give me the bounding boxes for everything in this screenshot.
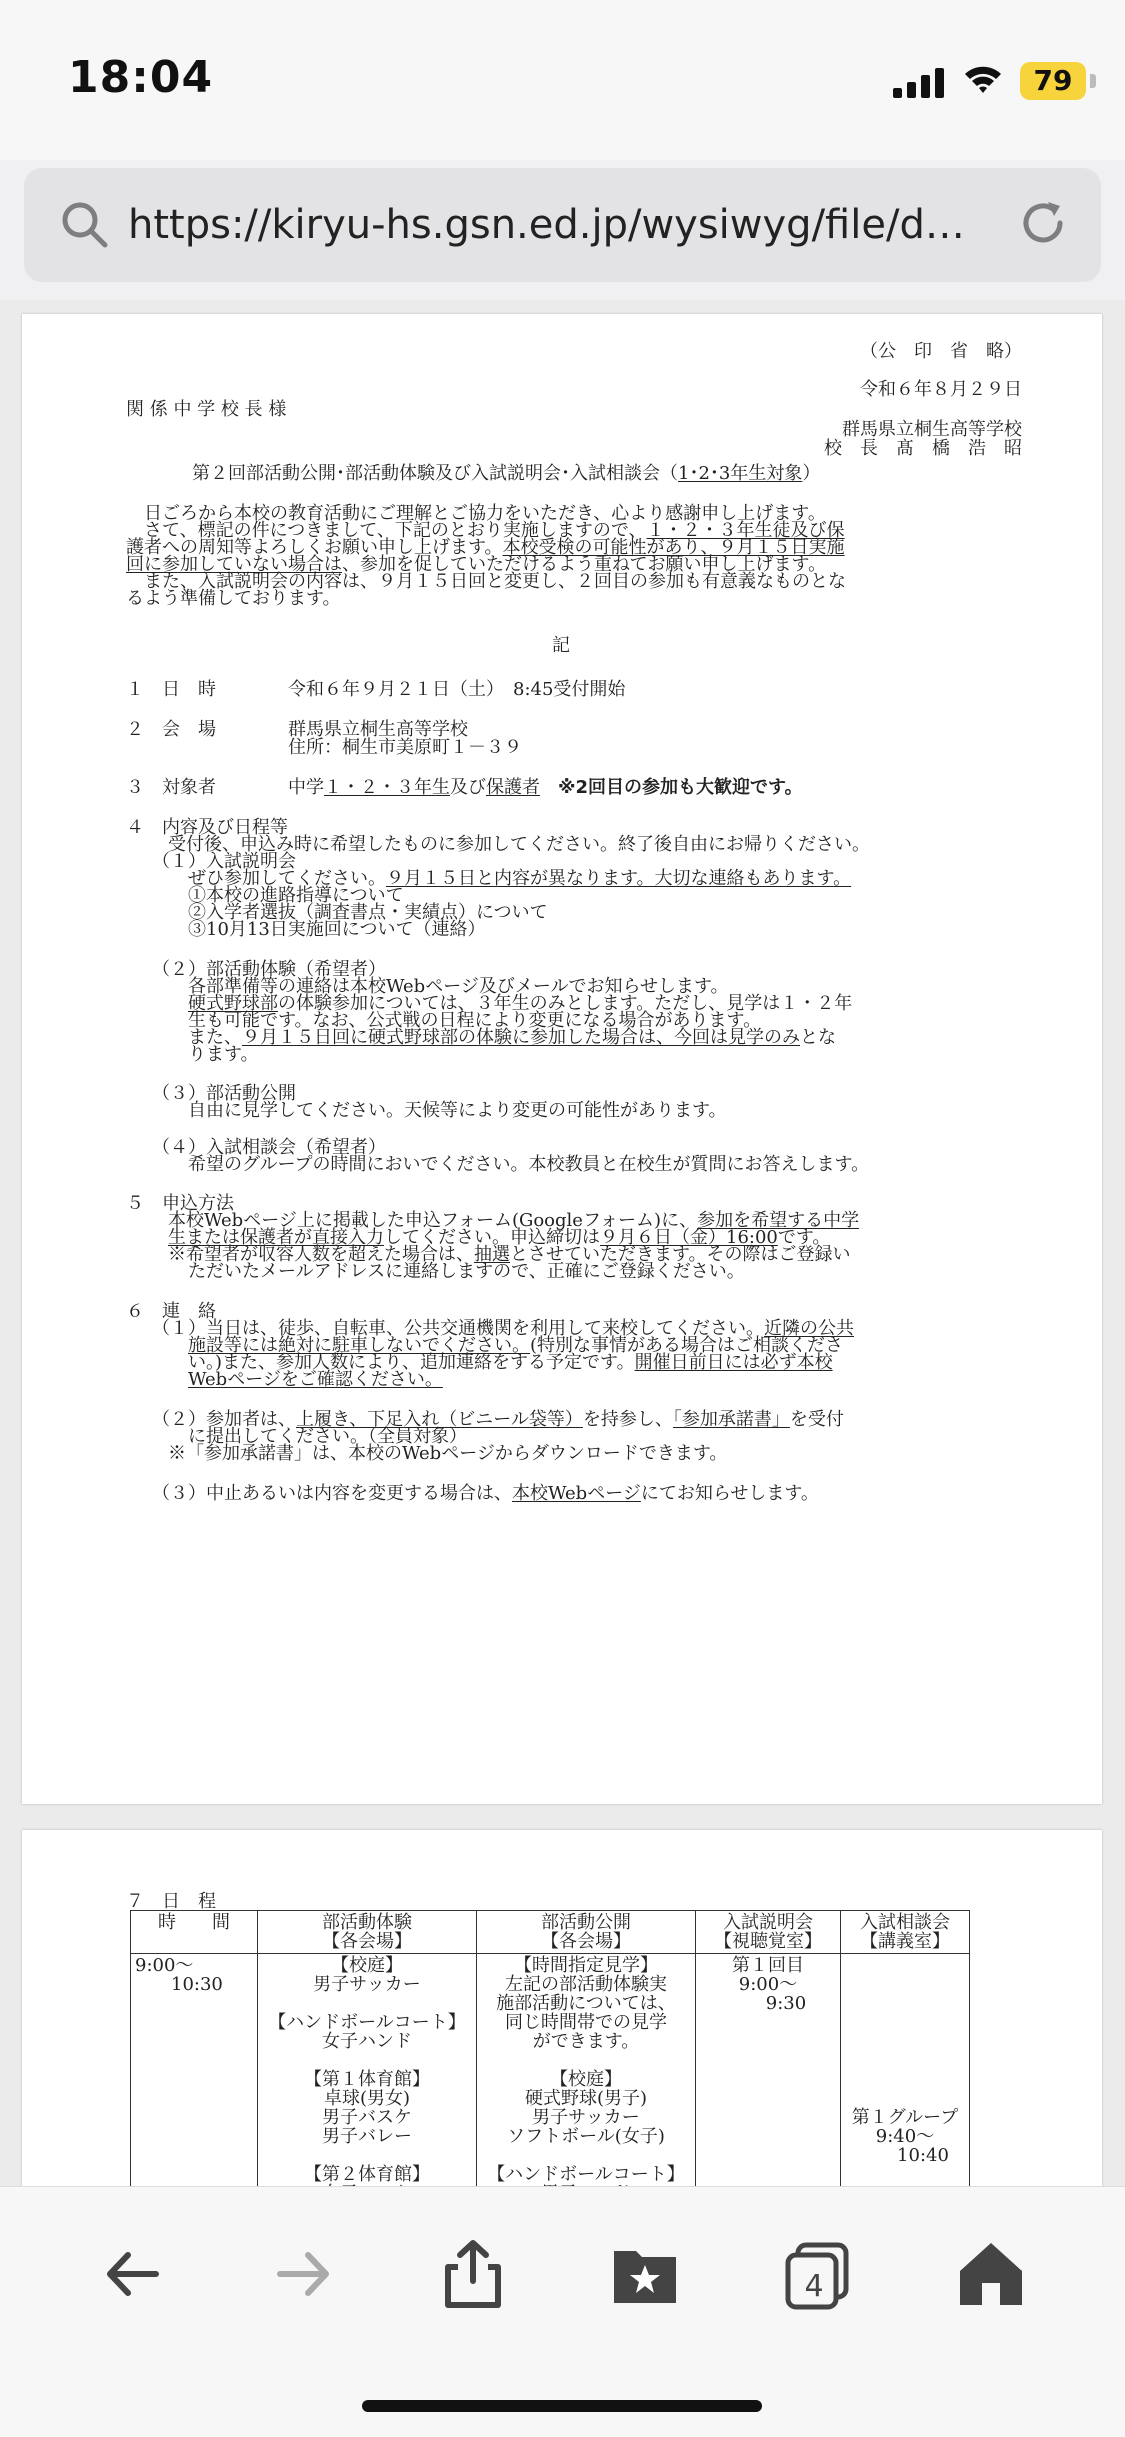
tab-count: 4 (804, 2269, 824, 2304)
s6-1-b: 近隣の公共 (764, 1318, 854, 1339)
sender-school: 群馬県立桐生高等学校 (842, 419, 1022, 440)
section-7-label: ７ 日 程 (126, 1891, 216, 1912)
s4-2-l2b: の体験参加については、３年生のみとします。ただし、見学は１・２年 (278, 993, 853, 1014)
koukai-cell: 【時間指定見学】 左記の部活動体験実 施部活動については、 同じ時間帯での見学 ができます。 【校庭】 硬式野球(男子) 男子サッカー ソフトボール(女子) 【ハンドボールコート】 (477, 1954, 696, 2259)
status-bar (0, 0, 1125, 160)
s6-3-a: （３）中止あるいは内容を変更する場合は、 (152, 1483, 512, 1504)
section-5-label: ５ 申込方法 (126, 1193, 234, 1214)
reload-icon[interactable] (1014, 194, 1072, 252)
s3-a: 中学 (288, 777, 324, 798)
section-1-value: 令和６年９月２１日（土） 8:45受付開始 (288, 679, 626, 700)
s3-note: ※2回目の参加も大歓迎です。 (558, 777, 803, 798)
section-4-2-line-4 (188, 1028, 836, 1047)
s6-3-c: にてお知らせします。 (640, 1483, 819, 1504)
s6-1-g: Webページをご確認ください。 (188, 1369, 443, 1390)
wifi-icon (963, 62, 1003, 98)
seal-note: （公 印 省 略） (860, 341, 1022, 362)
soudan-cell: 第１グループ 9:40～ 10:40 (841, 1954, 970, 2259)
section-6-label: ６ 連 絡 (126, 1301, 216, 1322)
section-4-1-item-2: ②入学者選抜（調査書点・実績点）について (188, 902, 548, 923)
s5-l1b: 参加を希望する中学 (697, 1210, 860, 1231)
s6-1-c: 施設等には絶対に駐車しないでください。 (188, 1335, 530, 1356)
intro-2a: さて、標記の件につきまして、下記のとおり実施しますので、 (126, 520, 647, 541)
ki-heading: 記 (552, 635, 570, 656)
forward-icon[interactable] (266, 2237, 340, 2311)
s6-1-a: （１）当日は、徒歩、自転車、公共交通機関を利用して来校してください。 (152, 1318, 764, 1339)
section-6-3-line-1 (152, 1484, 819, 1503)
s6-1-d: (特別な事情がある場合はご相談くださ (530, 1335, 844, 1356)
s4-1-a: ぜひ参加してください。 (188, 868, 386, 889)
signal-icon (893, 68, 945, 98)
schedule-header-row (131, 1911, 970, 1954)
s3-c: 及び (450, 777, 486, 798)
header-setsumei: 入試説明会 【視聴覚室】 (696, 1911, 841, 1954)
share-icon[interactable] (436, 2237, 510, 2311)
section-6-2-line-2: に提出してください。（全員対象） (188, 1426, 467, 1447)
section-2-label: ２ 会 場 (126, 719, 216, 740)
section-2-value-1: 群馬県立桐生高等学校 (288, 719, 468, 740)
intro-4a: 回に参加していない場合は (126, 554, 342, 575)
section-3-value (288, 778, 803, 797)
addressee: 関 係 中 学 校 長 様 (126, 399, 287, 420)
s5-l2c: ９月６日（金）16:00 (600, 1227, 778, 1248)
back-icon[interactable] (96, 2237, 170, 2311)
sender-principal: 校 長 髙 橋 浩 昭 (824, 438, 1022, 459)
section-4-label: ４ 内容及び日程等 (126, 817, 288, 838)
s4-2-l4a: また、 (188, 1027, 242, 1048)
home-icon[interactable] (954, 2237, 1028, 2311)
s4-2-l4c: とな (800, 1027, 836, 1048)
s5-l3c: とさせていただきます。その際はご登録い (510, 1244, 851, 1265)
pdf-viewer[interactable] (0, 300, 1125, 2186)
letter-date: 令和６年８月２９日 (860, 379, 1022, 400)
s6-2-e: を受付 (789, 1409, 844, 1430)
intro-3a: 護者への周知等よろしくお願い申し上げます。 (126, 537, 503, 558)
search-icon (58, 198, 110, 250)
section-4-1-item-1: ①本校の進路指導について (188, 885, 404, 906)
s6-1-f: 開催日前日には必ず本校 (634, 1352, 833, 1373)
title-close: ） (802, 463, 821, 484)
clock: 18:04 (68, 52, 214, 103)
time-cell: 9:00～ 10:30 (131, 1954, 258, 2259)
title-target: 1･2･3年生対象 (678, 463, 803, 484)
title-text: 第２回部活動公開･部活動体験及び入試説明会･入試相談会（ (192, 463, 678, 484)
setsumei-cell: 第１回目 9:00～ 9:30 (696, 1954, 841, 2259)
s6-1-e: い。)また、参加人数により、追加連絡をする予定です。 (188, 1352, 635, 1373)
header-soudan: 入試相談会 【講義室】 (841, 1911, 970, 1954)
section-4-intro: 受付後、申込み時に希望したものに参加してください。終了後自由にお帰りください。 (168, 834, 870, 855)
intro-line-6: るよう準備しております。 (126, 588, 341, 609)
section-4-3-line-1: 自由に見学してください。天候等により変更の可能性があります。 (188, 1100, 727, 1121)
s5-l2a: 生または保護者が直接入力 (168, 1227, 384, 1248)
s5-l2b: してください。申込締切は (384, 1227, 600, 1248)
s6-2-b: 上履き、下足入れ（ビニール袋等） (296, 1409, 583, 1430)
battery-indicator: 79 (1020, 62, 1086, 100)
header-taiken: 部活動体験 【各会場】 (258, 1911, 477, 1954)
s3-d: 保護者 (486, 777, 540, 798)
s5-l1a: 本校Webページ上に掲載した申込フォーム(Googleフォーム)に、 (168, 1210, 698, 1231)
section-6-2-line-3: ※「参加承諾書」は、本校のWebページからダウンロードできます。 (168, 1443, 728, 1464)
header-time: 時 間 (131, 1911, 258, 1954)
s4-2-l4b: ９月１５日回に硬式野球部の体験に参加した場合は、今回は見学のみ (242, 1027, 800, 1048)
address-bar[interactable] (24, 168, 1101, 282)
s5-l3b: 抽選 (474, 1244, 510, 1265)
section-4-4-line-1: 希望のグループの時間においでください。本校教員と在校生が質問にお答えします。 (188, 1154, 870, 1175)
section-4-2-line-1: 各部準備等の連絡は本校Webページ及びメールでお知らせします。 (188, 976, 729, 997)
intro-2b: １・２・３年生徒及び保 (646, 520, 845, 541)
section-6-1-line-4 (188, 1370, 443, 1389)
s6-3-b: 本校Webページ (512, 1483, 641, 1504)
url-text[interactable]: https://kiryu-hs.gsn.ed.jp/wysiwyg/file/d… (128, 202, 965, 248)
section-3-label: ３ 対象者 (126, 777, 216, 798)
section-4-1-title: （１）入試説明会 (152, 851, 296, 872)
s4-2-l2a: 硬式野球部 (188, 993, 278, 1014)
bookmarks-icon[interactable] (608, 2237, 682, 2311)
section-4-2-line-5: ります。 (188, 1044, 259, 1065)
section-4-2-title: （２）部活動体験（希望者） (152, 959, 386, 980)
s5-l2d: です。 (777, 1227, 831, 1248)
s5-l3a: ※希望者が収容人数を超えた場合は、 (168, 1244, 474, 1265)
battery-cap (1090, 74, 1096, 88)
home-indicator (362, 2400, 762, 2412)
pdf-page-1 (22, 314, 1102, 1804)
section-5-line-4: ただいたメールアドレスに連絡しますので、正確にご登録ください。 (188, 1261, 745, 1282)
intro-3b: 本校受検の可能性があり、９月１５日実施 (502, 537, 845, 558)
section-4-1-item-3: ③10月13日実施回について（連絡） (188, 919, 486, 940)
s6-2-d: 「参加承諾書」 (672, 1409, 790, 1430)
section-4-2-line-3: 生も可能です。なお、公式戦の日程により変更になる場合があります。 (188, 1010, 762, 1031)
section-4-4-title: （４）入試相談会（希望者） (152, 1137, 386, 1158)
letter-title (192, 464, 820, 483)
s6-2-c: を持参し、 (582, 1409, 673, 1430)
taiken-cell: 【校庭】 男子サッカー 【ハンドボールコート】 女子ハンド 【第１体育館】 卓球(男女) 男子バスケ 男子バレー 【第２体育館】 (258, 1954, 477, 2259)
intro-line-5: また、入試説明会の内容は、９月１５日回と変更し、２回目の参加も有意義なものとな (126, 571, 846, 592)
section-4-3-title: （３）部活動公開 (152, 1083, 296, 1104)
s6-2-a: （２）参加者は、 (152, 1409, 296, 1430)
section-1-label: １ 日 時 (126, 679, 216, 700)
intro-4b: 、参加を促していただけるよう重ねてお願い申し上げます。 (342, 554, 827, 575)
header-koukai: 部活動公開 【各会場】 (477, 1911, 696, 1954)
intro-line-1: 日ごろから本校の教育活動にご理解とご協力をいただき、心より感謝申し上げます。 (126, 503, 826, 524)
section-2-value-2: 住所：桐生市美原町１－３９ (288, 737, 522, 758)
s3-b: １・２・３年生 (324, 777, 450, 798)
s4-1-b: ９月１５日と内容が異なります。大切な連絡もあります。 (386, 868, 852, 889)
